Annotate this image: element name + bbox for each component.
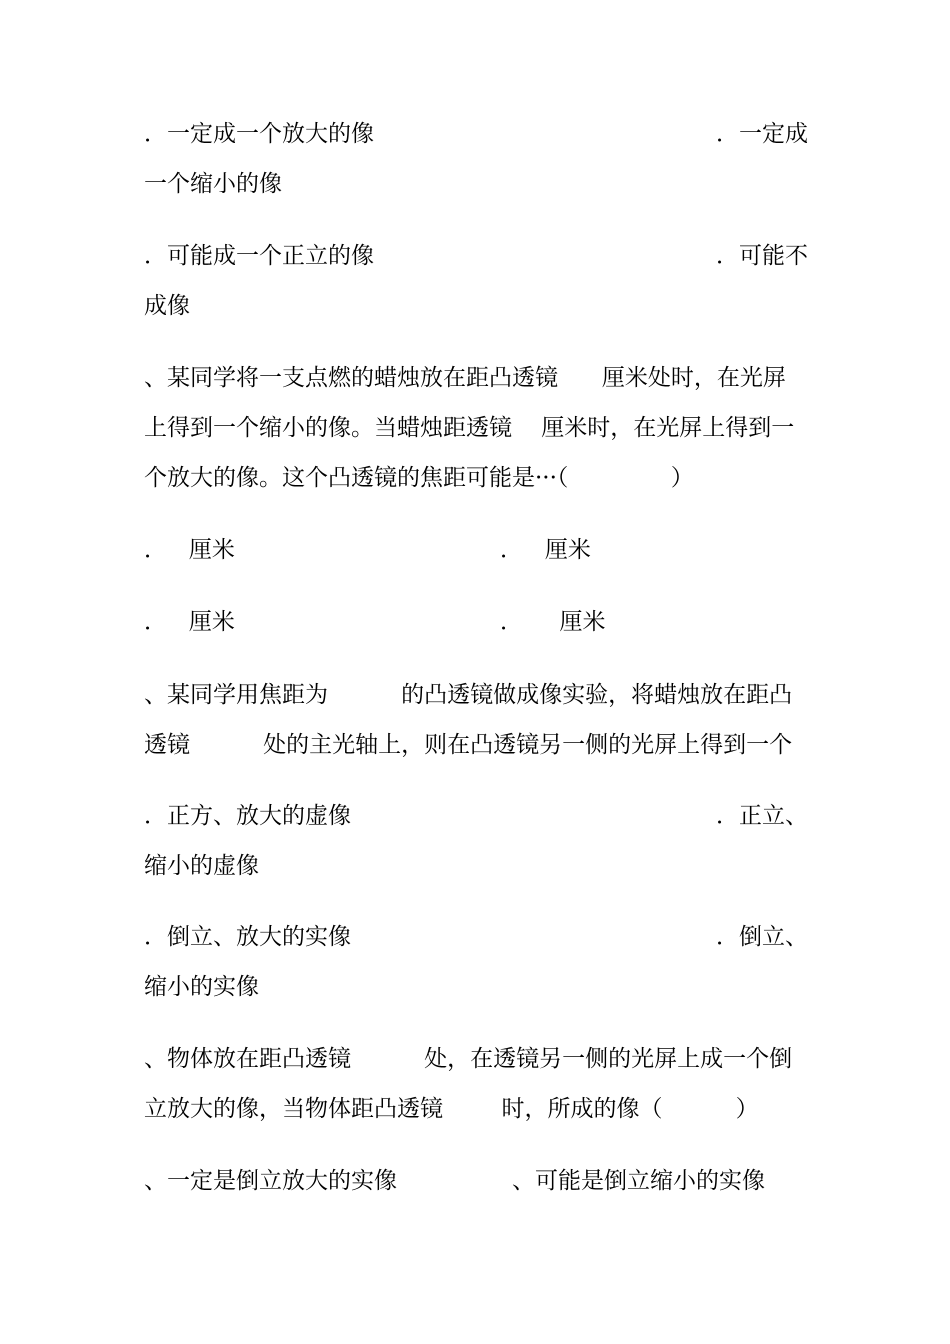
option-c: ．倒立、放大的实像 [144,924,351,950]
option-b-continued: 一个缩小的像 [144,171,282,197]
option-d-continued: 缩小的实像 [144,974,259,1000]
option-c: ． 厘米 [144,609,235,635]
question-text: 立放大的像，当物体距凸透镜 时，所成的像（ ） [144,1096,759,1122]
option-b-continued: 缩小的虚像 [144,853,259,879]
option-a: ．一定成一个放大的像 [144,121,374,147]
question-text: 、某同学将一支点燃的蜡烛放在距凸透镜 厘米处时，在光屏 [144,365,786,391]
option-d-continued: 成像 [144,293,190,319]
option-c: ．可能成一个正立的像 [144,243,374,269]
option-d: ．倒立、 [716,924,808,950]
option-row [144,801,808,831]
option-row [144,119,808,149]
question-text: 、某同学用焦距为 的凸透镜做成像实验，将蜡烛放在距凸 [144,682,793,708]
option-a: ．正方、放大的虚像 [144,803,351,829]
question-text: 、物体放在距凸透镜 处，在透镜另一侧的光屏上成一个倒 [144,1046,793,1072]
option-d: ． 厘米 [500,609,606,635]
option-a: ． 厘米 [144,537,235,563]
option-b: 、可能是倒立缩小的实像 [512,1168,765,1194]
option-d: ．可能不 [716,243,808,269]
option-a: 、一定是倒立放大的实像 [144,1168,397,1194]
question-text: 个放大的像。这个凸透镜的焦距可能是···（ ） [144,465,694,491]
question-text: 上得到一个缩小的像。当蜡烛距透镜 厘米时，在光屏上得到一 [144,415,795,441]
option-row [144,922,808,952]
question-text: 透镜 处的主光轴上，则在凸透镜另一侧的光屏上得到一个 [144,732,793,758]
option-b: ．一定成 [716,121,808,147]
option-row [144,241,808,271]
option-b: ． 厘米 [500,537,591,563]
option-b: ．正立、 [716,803,808,829]
